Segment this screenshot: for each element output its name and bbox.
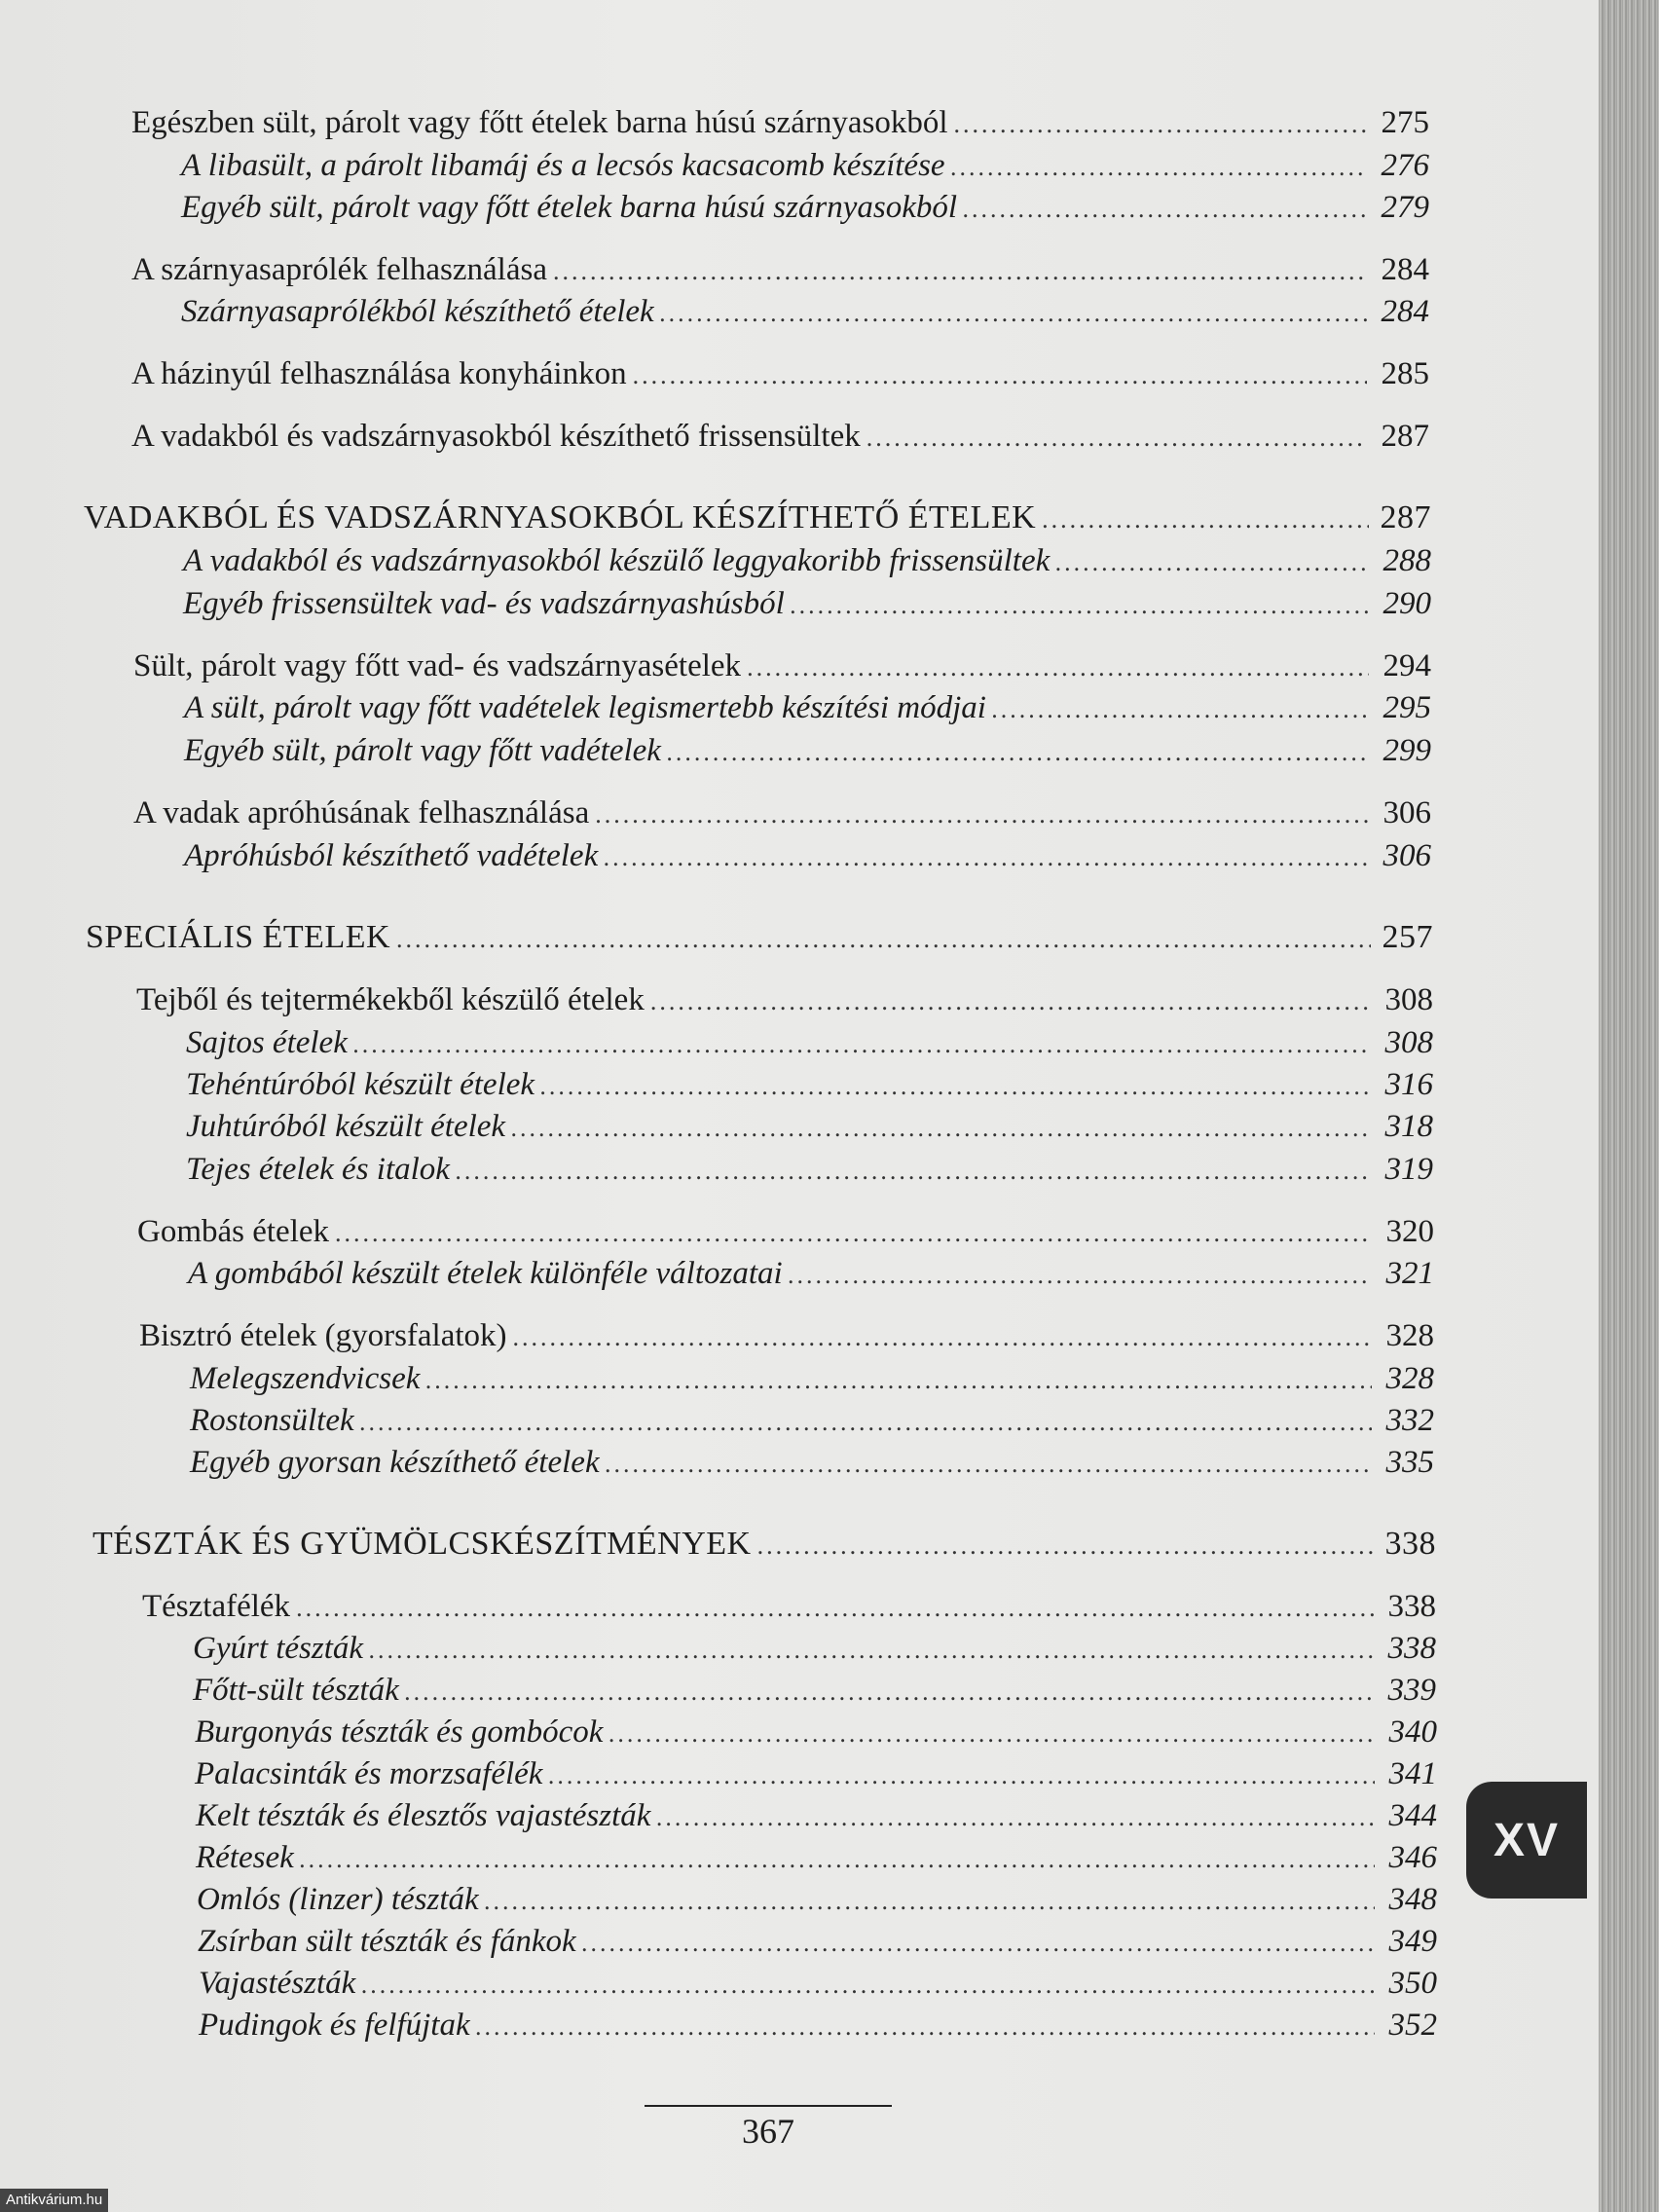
toc-leader-dots (660, 290, 1367, 337)
toc-entry-title: Rostonsültek (190, 1403, 354, 1438)
toc-entry-title: Rétesek (196, 1840, 294, 1875)
toc-entry-title: Tehéntúróból készült ételek (186, 1067, 535, 1102)
toc-entry (196, 1792, 1437, 1839)
toc-entry-page: 319 (1384, 1152, 1433, 1187)
toc-entry-page: 321 (1385, 1256, 1434, 1291)
toc-entry-page: 288 (1382, 543, 1431, 578)
toc-entry-page: 308 (1384, 982, 1433, 1017)
toc-entry-page: 339 (1387, 1673, 1436, 1708)
toc-entry-page: 328 (1385, 1318, 1434, 1353)
toc-entry-page: 284 (1381, 294, 1429, 329)
toc-entry (183, 537, 1431, 584)
toc-entry-title: Melegszendvicsek (190, 1361, 421, 1396)
toc-entry-page: 348 (1388, 1882, 1437, 1917)
toc-entry (186, 1061, 1433, 1108)
toc-entry-page: 350 (1388, 1966, 1437, 2001)
toc-entry-page: 287 (1380, 499, 1431, 535)
toc-entry (136, 977, 1433, 1023)
toc-entry-page: 299 (1382, 733, 1431, 768)
toc-entry-title: Egyéb sült, párolt vagy főtt ételek barna húsú szárnyasokból (181, 190, 958, 225)
toc-entry (199, 1960, 1437, 2007)
toc-section-heading (86, 914, 1433, 961)
toc-entry-page: 318 (1384, 1109, 1433, 1144)
toc-entry (197, 1876, 1437, 1923)
toc-entry-page: 306 (1382, 838, 1431, 873)
toc-entry-title: Egészben sült, párolt vagy főtt ételek barna húsú szárnyasokból (131, 105, 948, 140)
toc-entry-page: 338 (1387, 1589, 1436, 1624)
toc-entry (193, 1667, 1436, 1714)
toc-leader-dots (1055, 539, 1369, 586)
toc-leader-dots (757, 1523, 1374, 1569)
toc-leader-dots (667, 729, 1369, 776)
toc-entry-page: 276 (1381, 148, 1429, 183)
toc-entry-title: TÉSZTÁK ÉS GYÜMÖLCSKÉSZÍTMÉNYEK (92, 1526, 752, 1562)
toc-entry (184, 832, 1431, 879)
toc-entry (199, 2002, 1437, 2048)
toc-entry (184, 727, 1431, 774)
footer-rule (645, 2105, 892, 2107)
toc-entry-title: Egyéb gyorsan készíthető ételek (190, 1445, 600, 1480)
toc-entry (196, 1834, 1437, 1881)
toc-entry-page: 279 (1381, 190, 1429, 225)
toc-entry-page: 328 (1385, 1361, 1434, 1396)
toc-entry-title: Sült, párolt vagy főtt vad- és vadszárnyasételek (133, 648, 742, 683)
toc-entry-page: 306 (1382, 795, 1431, 830)
toc-leader-dots (992, 686, 1369, 733)
toc-entry (184, 684, 1431, 731)
toc-entry-page: 335 (1385, 1445, 1434, 1480)
toc-entry-page: 349 (1388, 1924, 1437, 1959)
toc-entry-page: 308 (1384, 1025, 1433, 1060)
toc-entry-page: 352 (1388, 2008, 1437, 2043)
toc-entry-title: Gyúrt tészták (193, 1631, 364, 1666)
toc-entry-title: A vadakból és vadszárnyasokból készíthető frissensültek (131, 419, 861, 454)
toc-entry-title: Egyéb sült, párolt vagy főtt vadételek (184, 733, 661, 768)
toc-entry-page: 285 (1381, 356, 1429, 391)
toc-leader-dots (789, 1252, 1372, 1299)
toc-entry (195, 1709, 1437, 1755)
toc-entry-title: Omlós (linzer) tészták (197, 1882, 479, 1917)
toc-entry-title: A vadakból és vadszárnyasokból készülő leggyakoribb frissensültek (183, 543, 1051, 578)
toc-entry-title: Zsírban sült tészták és fánkok (198, 1924, 576, 1959)
toc-entry (181, 288, 1429, 335)
toc-entry-title: Pudingok és felfújtak (199, 2008, 470, 2043)
toc-leader-dots (866, 415, 1367, 461)
toc-leader-dots (476, 2004, 1375, 2050)
section-tab-badge (1466, 1782, 1587, 1899)
toc-entry (137, 1208, 1434, 1255)
toc-entry-title: Tejes ételek és italok (186, 1152, 450, 1187)
toc-leader-dots (396, 916, 1371, 963)
toc-entry-title: A libasült, a párolt libamáj és a lecsós kacsacomb készítése (181, 148, 945, 183)
toc-entry-title: A vadak apróhúsának felhasználása (133, 795, 590, 830)
toc-entry-page: 316 (1384, 1067, 1433, 1102)
toc-entry-title: Juhtúróból készült ételek (186, 1109, 506, 1144)
toc-entry-title: Kelt tészták és élesztős vajastészták (196, 1798, 651, 1833)
toc-entry-title: Gombás ételek (137, 1214, 330, 1249)
toc-entry (142, 1583, 1436, 1630)
toc-entry-title: Tejből és tejtermékekből készülő ételek (136, 982, 645, 1017)
page-stack-edge (1599, 0, 1659, 2212)
toc-leader-dots (456, 1148, 1371, 1195)
toc-leader-dots (511, 1105, 1371, 1152)
footer-page-number: 367 (742, 2112, 794, 2151)
toc-entry-page: 284 (1381, 252, 1429, 287)
toc-entry (183, 580, 1431, 627)
toc-entry (131, 99, 1429, 146)
toc-entry-page: 275 (1381, 105, 1429, 140)
toc-entry (193, 1625, 1436, 1672)
toc-leader-dots (963, 186, 1367, 233)
toc-entry-title: Palacsinták és morzsafélék (195, 1756, 543, 1791)
toc-entry-title: Tésztafélék (142, 1589, 291, 1624)
toc-entry-title: Vajastészták (199, 1966, 356, 2001)
toc-entry-page: 295 (1382, 690, 1431, 725)
toc-entry (181, 142, 1429, 189)
toc-entry-page: 257 (1382, 919, 1433, 955)
toc-entry-page: 287 (1381, 419, 1429, 454)
toc-entry (139, 1312, 1434, 1359)
toc-section-heading (92, 1521, 1436, 1567)
toc-leader-dots (633, 352, 1367, 399)
toc-entry (131, 413, 1429, 460)
toc-entry-page: 294 (1382, 648, 1431, 683)
toc-leader-dots (791, 582, 1369, 629)
toc-leader-dots (650, 978, 1371, 1025)
section-tab-label: XV (1493, 1814, 1561, 1866)
toc-entry-page: 338 (1387, 1631, 1436, 1666)
toc-entry (188, 1250, 1434, 1297)
toc-entry (131, 350, 1429, 397)
toc-entry (186, 1019, 1433, 1066)
toc-entry (190, 1439, 1434, 1486)
toc-leader-dots (595, 792, 1369, 838)
toc-entry-page: 344 (1388, 1798, 1437, 1833)
toc-entry-page: 332 (1385, 1403, 1434, 1438)
toc-entry (133, 643, 1431, 689)
toc-entry-title: Szárnyasaprólékból készíthető ételek (181, 294, 654, 329)
toc-entry-page: 346 (1388, 1840, 1437, 1875)
toc-entry-title: Főtt-sült tészták (193, 1673, 399, 1708)
toc-entry (181, 184, 1429, 231)
toc-entry (131, 246, 1429, 293)
toc-entry (190, 1355, 1434, 1402)
toc-entry-title: A szárnyasaprólék felhasználása (131, 252, 547, 287)
toc-entry-title: Egyéb frissensültek vad- és vadszárnyashúsból (183, 586, 785, 621)
toc-entry-title: Bisztró ételek (gyorsfalatok) (139, 1318, 507, 1353)
toc-entry-title: A gombából készült ételek különféle változatai (188, 1256, 783, 1291)
toc-entry-title: SPECIÁLIS ÉTELEK (86, 919, 391, 955)
toc-entry-page: 340 (1388, 1714, 1437, 1750)
toc-entry (133, 790, 1431, 836)
toc-section-heading (84, 495, 1431, 541)
toc-leader-dots (954, 101, 1367, 148)
toc-entry (186, 1103, 1433, 1150)
toc-entry-title: A házinyúl felhasználása konyháinkon (131, 356, 627, 391)
toc-entry-page: 338 (1384, 1526, 1436, 1562)
toc-leader-dots (1042, 497, 1369, 543)
toc-entry-page: 320 (1385, 1214, 1434, 1249)
toc-leader-dots (513, 1314, 1372, 1361)
toc-entry (190, 1397, 1434, 1444)
watermark: Antikvárium.hu (0, 2189, 108, 2212)
toc-entry-title: Burgonyás tészták és gombócok (195, 1714, 604, 1750)
toc-entry-title: VADAKBÓL ÉS VADSZÁRNYASOKBÓL KÉSZÍTHETŐ ÉTELEK (84, 499, 1037, 535)
toc-entry (186, 1146, 1433, 1193)
toc-leader-dots (604, 834, 1369, 881)
toc-entry-title: Sajtos ételek (186, 1025, 348, 1060)
toc-entry (195, 1751, 1437, 1797)
toc-leader-dots (606, 1441, 1372, 1488)
toc-entry-page: 290 (1382, 586, 1431, 621)
toc-entry-title: Apróhúsból készíthető vadételek (184, 838, 599, 873)
toc-entry (198, 1918, 1437, 1965)
toc-entry-page: 341 (1388, 1756, 1437, 1791)
toc-entry-title: A sült, párolt vagy főtt vadételek legismertebb készítési módjai (184, 690, 986, 725)
